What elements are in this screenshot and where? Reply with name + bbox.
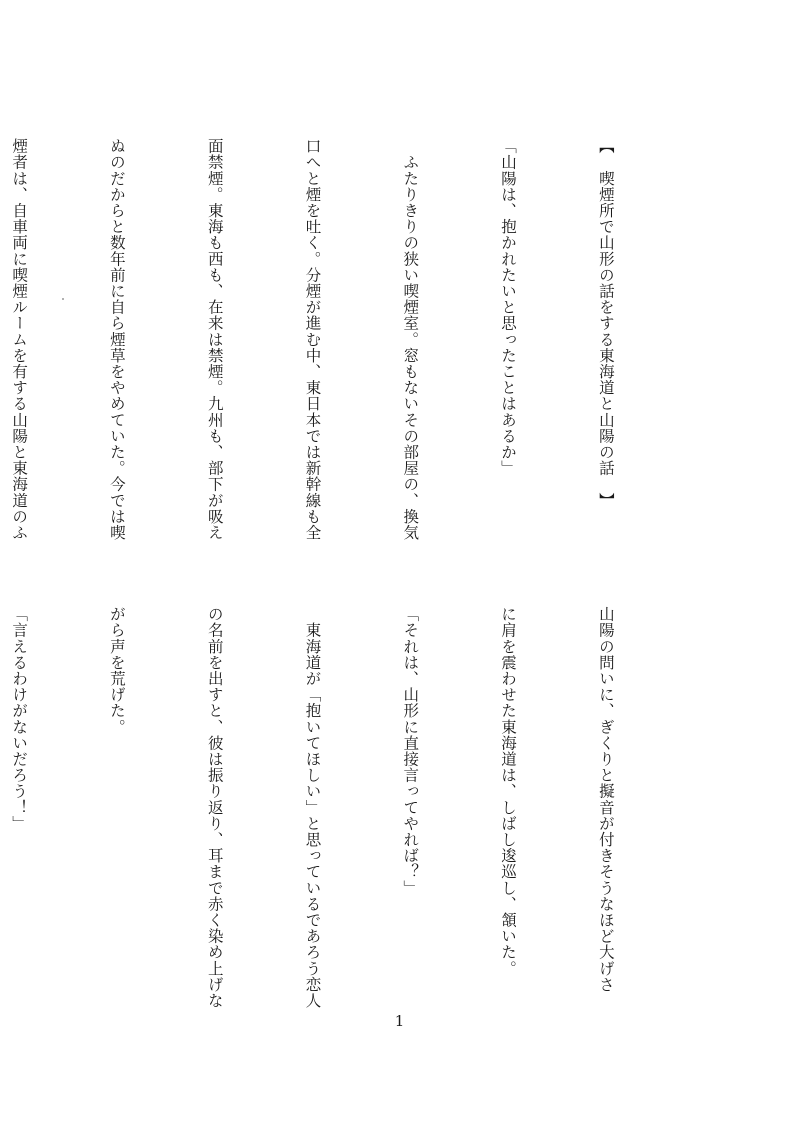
text-line: の名前を出すと、彼は振り返り、耳まで赤く染め上げな [205,606,224,1009]
text-line: に肩を震わせた東海道は、しばし逡巡し、頷いた。 [499,606,518,977]
text-line: 面禁煙。東海も西も、在来は禁煙。九州も、部下が吸え [205,138,224,541]
text-line: 山陽の問いに、ぎくりと擬音が付きそうなほど大げさ [596,606,615,993]
text-line: がら声を荒げた。 [107,606,126,735]
text-line: ぬのだからと数年前に自ら煙草をやめていた。今では喫 [107,138,126,541]
text-line: 煙者は、自車両に喫煙ルームを有する山陽と東海道のふ [10,138,29,541]
text-line: 「それは、山形に直接言ってやれば？」 [401,606,420,896]
lower-text-block [10,606,687,1011]
text-line: 「言えるわけがないだろう！」 [10,606,29,832]
story-title: 【 喫煙所で山形の話をする東海道と山陽の話 】 [596,138,615,509]
text-line: ふたりきりの狭い喫煙室。窓もないその部屋の、換気 [401,138,420,541]
text-line: 「山陽は、抱かれたいと思ったことはあるか」 [499,138,518,477]
text-line: 東海道が「抱いてほしい」と思っているであろう恋人 [303,606,322,1009]
upper-text-block [10,138,687,558]
ink-speck [62,298,64,300]
text-line: 口へと煙を吐く。分煙が進む中、東日本では新幹線も全 [303,138,322,541]
page-number: 1 [394,1012,405,1030]
